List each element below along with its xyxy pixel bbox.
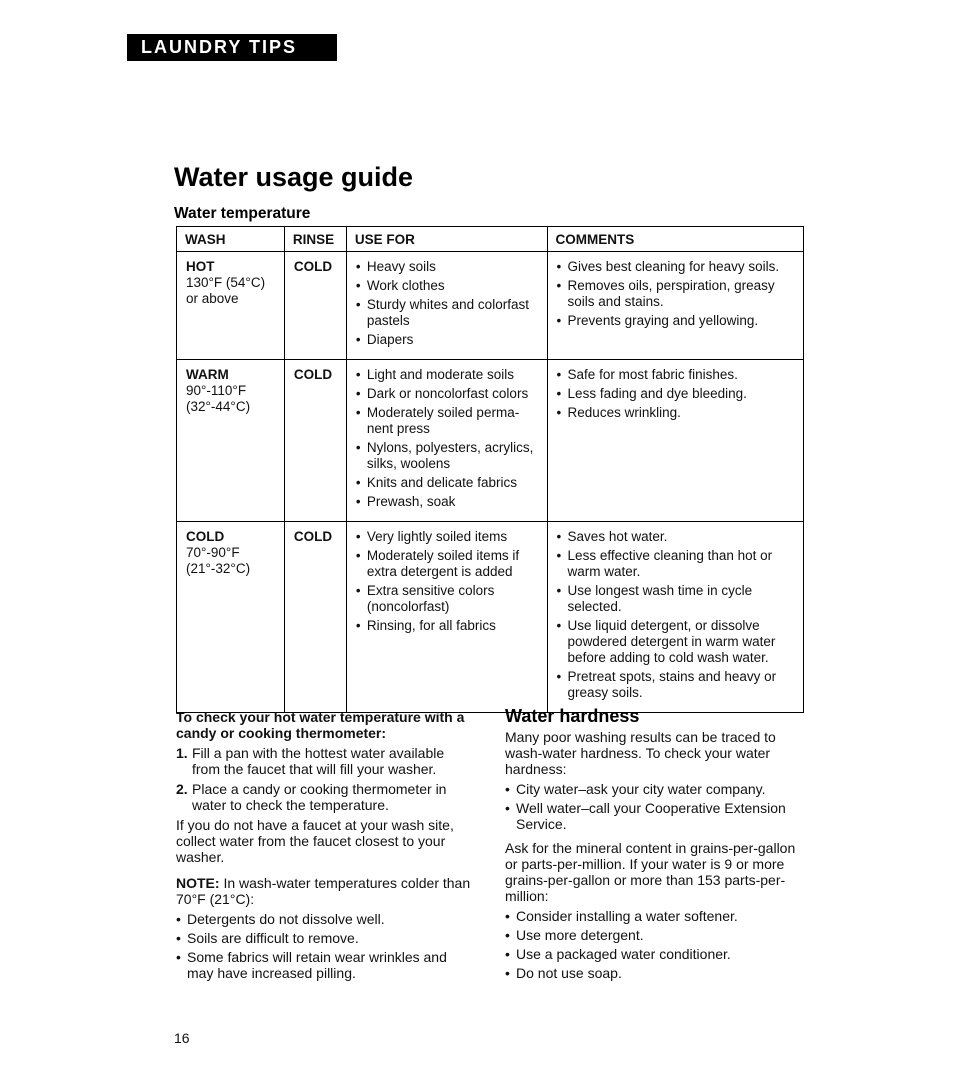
use-for-cell <box>346 252 547 360</box>
water-hardness-heading: Water hardness <box>505 706 640 726</box>
list-item: • Less effective cleaning than hot or warm water. <box>557 548 795 580</box>
comments-cell-list <box>557 367 795 421</box>
list-item: • Prevents graying and yellowing. <box>557 313 795 329</box>
list-item: • Removes oils, perspiration, greasy soils and stains. <box>557 278 795 310</box>
list-item: • Heavy soils <box>356 259 539 275</box>
wash-temperature-cell <box>177 252 285 360</box>
list-item: • Dark or noncolorfast colors <box>356 386 539 402</box>
use-for-cell <box>346 360 547 522</box>
note-bullets <box>176 911 476 981</box>
list-item: • Safe for most fabric finishes. <box>557 367 795 383</box>
rinse-temperature-cell <box>284 522 346 713</box>
thermometer-steps <box>176 745 476 813</box>
page-number: 16 <box>174 1030 190 1046</box>
table-header-row <box>177 227 804 252</box>
list-item <box>176 745 476 777</box>
rinse-temperature: COLD <box>293 367 333 382</box>
list-item: • Very lightly soiled items <box>356 529 539 545</box>
page-title: Water usage guide <box>174 162 414 192</box>
step-number: 2. <box>176 781 188 797</box>
note-paragraph <box>176 875 476 907</box>
comments-cell <box>547 252 803 360</box>
list-item: • Reduces wrinkling. <box>557 405 795 421</box>
rinse-temperature: COLD <box>293 529 333 544</box>
list-item: • Light and moderate soils <box>356 367 539 383</box>
list-item <box>176 781 476 813</box>
wash-temperature-cell <box>177 522 285 713</box>
rinse-temperature: COLD <box>293 259 333 274</box>
list-item: • Use liquid detergent, or dissolve powdered detergent in warm water before adding to cold wash water. <box>557 618 795 666</box>
step-text: Place a candy or cooking thermometer in water to check the temperature. <box>192 781 447 813</box>
list-item: • Soils are difficult to remove. <box>176 930 476 946</box>
header-wash: WASH <box>177 227 285 252</box>
table-row <box>177 522 804 713</box>
list-item: • Saves hot water. <box>557 529 795 545</box>
list-item: • Sturdy whites and colorfast pastels <box>356 297 539 329</box>
list-item: • Prewash, soak <box>356 494 539 510</box>
thermometer-section <box>176 709 476 984</box>
wash-temperature-fahrenheit: 130°F (54°C) <box>186 275 266 290</box>
water-temperature-table <box>176 226 804 713</box>
wash-temperature-name: WARM <box>186 367 229 382</box>
header-rinse: RINSE <box>284 227 346 252</box>
water-temperature-heading: Water temperature <box>174 205 311 222</box>
hardness-check-bullets <box>505 781 805 832</box>
comments-cell-list <box>557 529 795 701</box>
header-use-for: USE FOR <box>346 227 547 252</box>
use-for-cell <box>346 522 547 713</box>
list-item: • Detergents do not dissolve well. <box>176 911 476 927</box>
wash-temperature-name: HOT <box>186 259 215 274</box>
list-item: • Do not use soap. <box>505 965 805 981</box>
wash-temperature-celsius: (21°-32°C) <box>186 561 251 576</box>
comments-cell-list <box>557 259 795 329</box>
header-comments: COMMENTS <box>547 227 803 252</box>
list-item: • Rinsing, for all fabrics <box>356 618 539 634</box>
wash-temperature-name: COLD <box>186 529 225 544</box>
list-item: • Nylons, polyesters, acrylics, silks, woolens <box>356 440 539 472</box>
list-item: • Pretreat spots, stains and heavy or greasy soils. <box>557 669 795 701</box>
list-item: • Moderately soiled items if extra detergent is added <box>356 548 539 580</box>
table-row <box>177 252 804 360</box>
comments-cell <box>547 360 803 522</box>
list-item: • Well water–call your Cooperative Extension Service. <box>505 800 805 832</box>
wash-temperature-fahrenheit: 70°-90°F <box>186 545 240 560</box>
list-item: • Some fabrics will retain wear wrinkles and may have increased pilling. <box>176 949 476 981</box>
hardness-intro: Many poor washing results can be traced to wash-water hardness. To check your water hardness: <box>505 729 776 777</box>
list-item: • Use more detergent. <box>505 927 805 943</box>
list-item: • Less fading and dye bleeding. <box>557 386 795 402</box>
list-item: • City water–ask your city water company. <box>505 781 805 797</box>
list-item: • Moderately soiled perma-nent press <box>356 405 539 437</box>
list-item: • Use a packaged water conditioner. <box>505 946 805 962</box>
step-number: 1. <box>176 745 188 761</box>
list-item: • Knits and delicate fabrics <box>356 475 539 491</box>
wash-temperature-cell <box>177 360 285 522</box>
use-for-cell-list <box>356 259 539 348</box>
rinse-temperature-cell <box>284 360 346 522</box>
rinse-temperature-cell <box>284 252 346 360</box>
hardness-action-bullets <box>505 908 805 981</box>
list-item: • Use longest wash time in cycle selected. <box>557 583 795 615</box>
wash-temperature-celsius: (32°-44°C) <box>186 399 251 414</box>
wash-temperature-celsius: or above <box>186 291 239 306</box>
list-item: • Gives best cleaning for heavy soils. <box>557 259 795 275</box>
list-item: • Work clothes <box>356 278 539 294</box>
list-item: • Extra sensitive colors (noncolorfast) <box>356 583 539 615</box>
comments-cell <box>547 522 803 713</box>
note-text: In wash-water temperatures colder than 70°F (21°C): <box>176 875 471 907</box>
mineral-paragraph: Ask for the mineral content in grains-per-gallon or parts-per-million. If your water is 9 or more grains-per-gallon or more than 153 parts-per-million: <box>505 840 796 904</box>
thermometer-lead: To check your hot water temperature with a candy or cooking thermometer: <box>176 709 465 741</box>
use-for-cell-list <box>356 367 539 510</box>
no-faucet-paragraph: If you do not have a faucet at your wash site, collect water from the faucet closest to your washer. <box>176 817 454 865</box>
note-label: NOTE: <box>176 875 220 891</box>
use-for-cell-list <box>356 529 539 634</box>
water-hardness-section <box>505 708 805 989</box>
wash-temperature-fahrenheit: 90°-110°F <box>186 383 247 398</box>
step-text: Fill a pan with the hottest water available from the faucet that will fill your washer. <box>192 745 445 777</box>
section-tab: LAUNDRY TIPS <box>127 34 337 61</box>
table-row <box>177 360 804 522</box>
list-item: • Consider installing a water softener. <box>505 908 805 924</box>
list-item: • Diapers <box>356 332 539 348</box>
